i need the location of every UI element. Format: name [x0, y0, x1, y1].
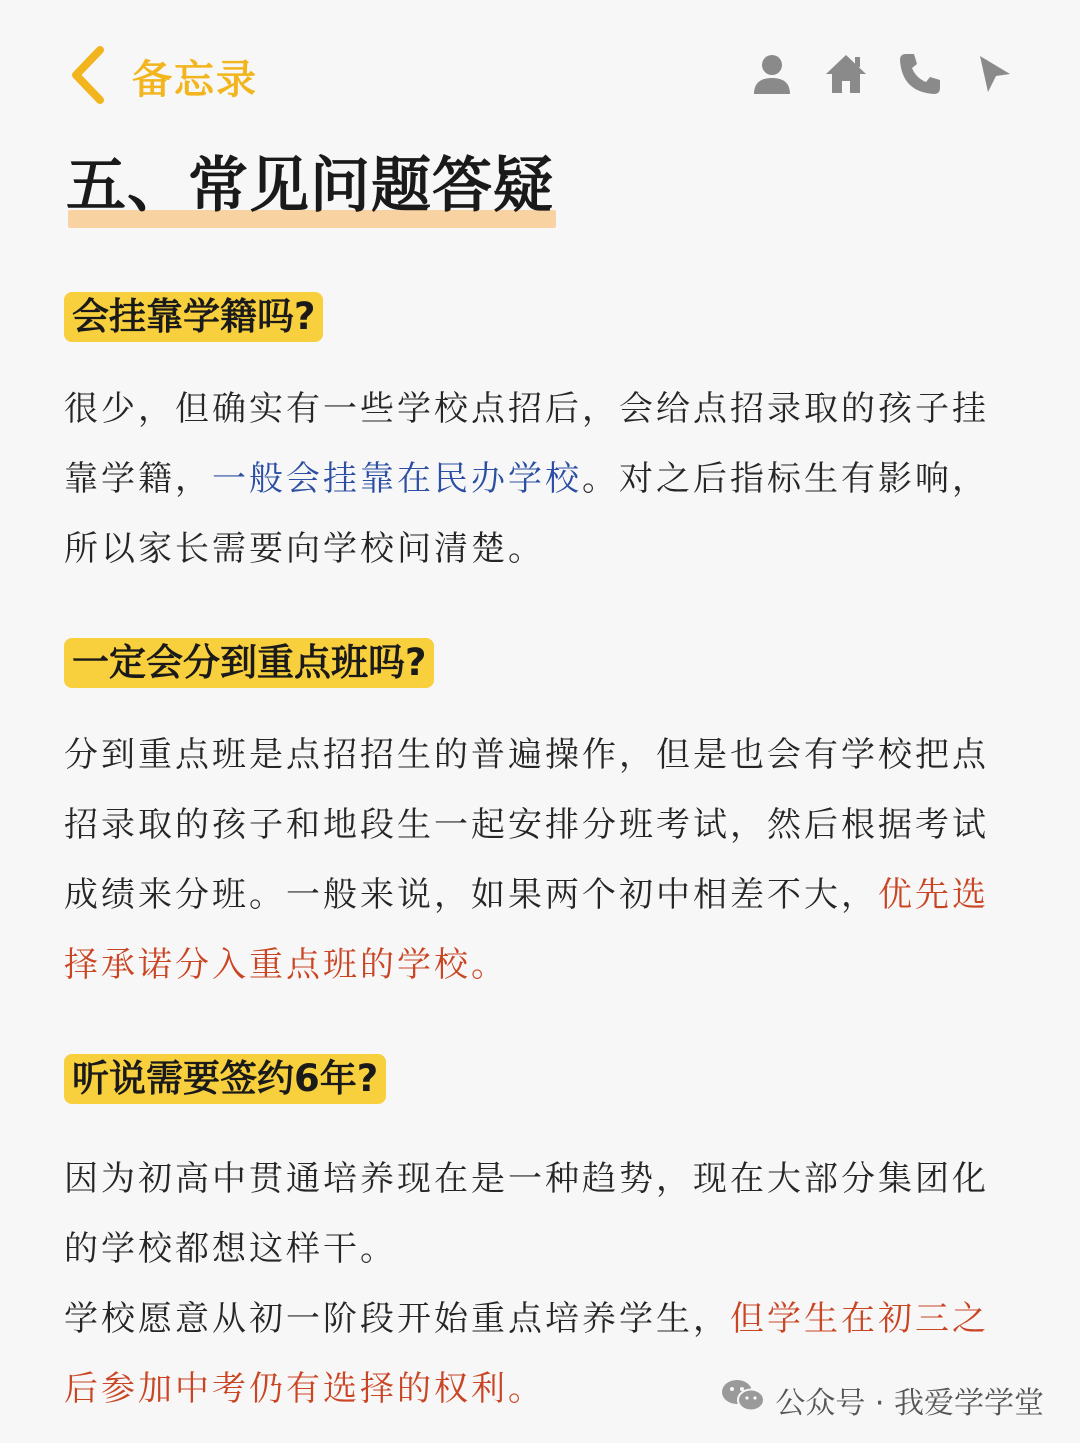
answer-text: 。对之后指标生有影响，所以家长需要向学校问清楚。: [64, 459, 989, 569]
answer-paragraph: [64, 1144, 994, 1284]
question-badge: 会挂靠学籍吗?: [64, 292, 323, 342]
question-badge: 一定会分到重点班吗?: [64, 638, 434, 688]
nav-icons: [748, 50, 1018, 98]
answer-paragraph: [64, 374, 994, 584]
answer-highlight-red: 优先选择承诺分入重点班的学校。: [64, 875, 989, 985]
answer-text: 很少，但确实有一些学校点招后，会给点招录取的孩子挂靠学籍，: [64, 389, 989, 499]
page-title-wrap: [66, 148, 554, 224]
user-icon[interactable]: [748, 50, 796, 98]
cursor-icon[interactable]: [970, 50, 1018, 98]
top-bar: [0, 0, 1080, 150]
answer-text: 学校愿意从初一阶段开始重点培养学生，: [64, 1299, 730, 1339]
faq-section-3: [64, 1054, 994, 1424]
answer-paragraph: [64, 720, 994, 1000]
answer-highlight-red: 但学生在初三之后参加中考仍有选择的权利。: [64, 1299, 989, 1409]
question-badge: 听说需要签约6年?: [64, 1054, 386, 1104]
phone-icon[interactable]: [896, 50, 944, 98]
back-chevron-icon[interactable]: [62, 40, 122, 110]
home-icon[interactable]: [822, 50, 870, 98]
faq-section-2: [64, 638, 994, 1000]
footer-source: 公众号 · 我爱学学堂: [775, 1386, 1044, 1421]
answer-text: 因为初高中贯通培养现在是一种趋势，现在大部分集团化的学校都想这样干。: [64, 1159, 989, 1269]
wechat-icon: [721, 1378, 765, 1422]
faq-section-1: [64, 292, 994, 584]
footer-watermark: [721, 1378, 1044, 1422]
answer-highlight-blue: 一般会挂靠在民办学校: [212, 459, 582, 499]
page-title: 五、常见问题答疑: [66, 151, 554, 221]
answer-text: 分到重点班是点招招生的普遍操作，但是也会有学校把点招录取的孩子和地段生一起安排分班考试，然后根据考试成绩来分班。一般来说，如果两个初中相差不大，: [64, 735, 989, 915]
app-title: 备忘录: [132, 57, 258, 103]
